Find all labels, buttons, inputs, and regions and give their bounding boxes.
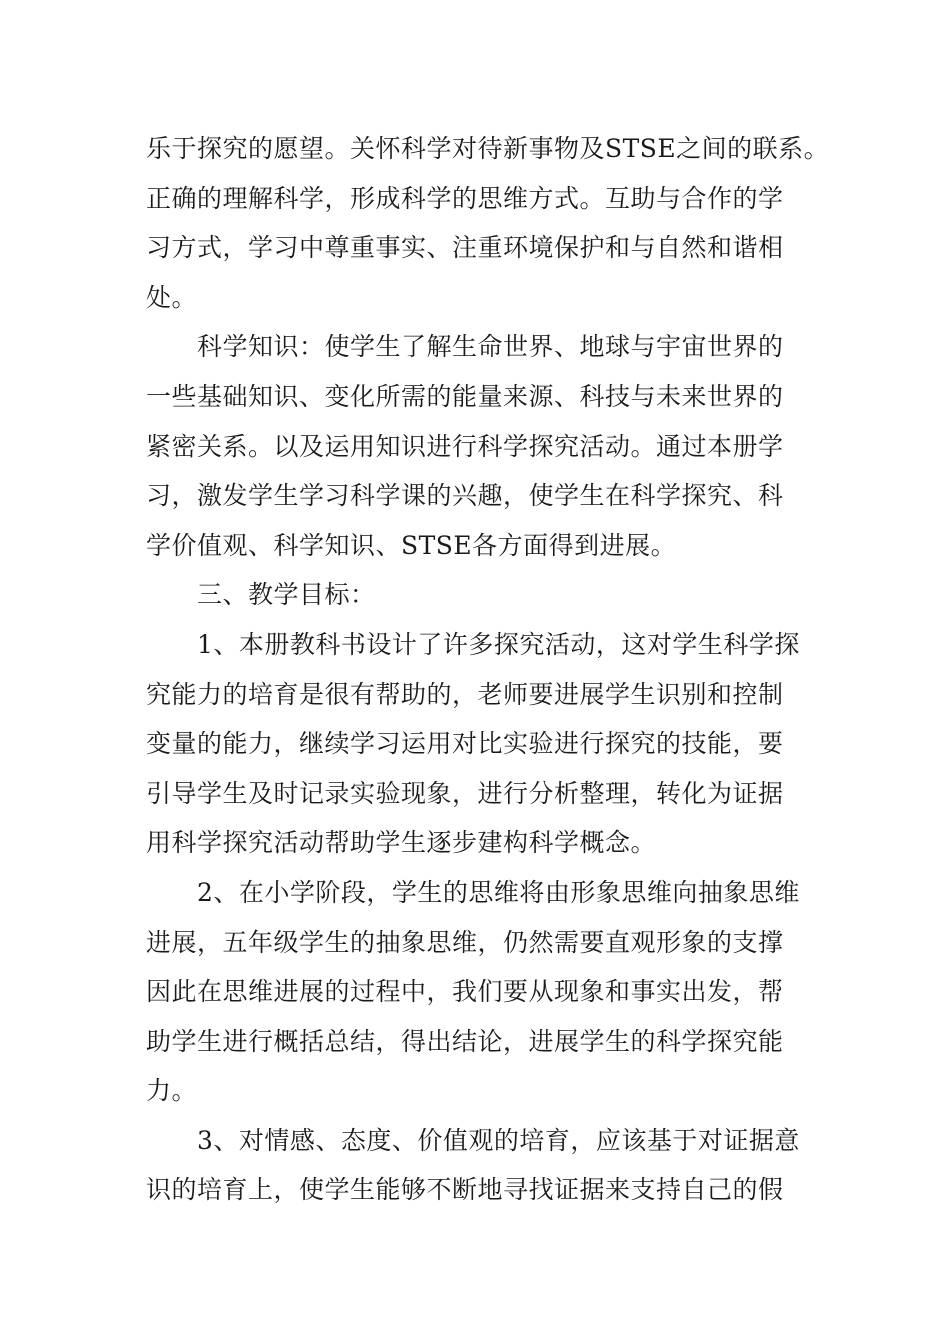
text-line: 助学生进行概括总结，得出结论，进展学生的科学探究能 xyxy=(146,1026,784,1056)
text-line: 紧密关系。以及运用知识进行科学探究活动。通过本册学 xyxy=(146,431,784,461)
text-line: 正确的理解科学，形成科学的思维方式。互助与合作的学 xyxy=(146,183,784,213)
text-line: 引导学生及时记录实验现象，进行分析整理，转化为证据 xyxy=(146,778,784,808)
text-line: 2、在小学阶段，学生的思维将由形象思维向抽象思维 xyxy=(197,877,800,907)
document-body xyxy=(146,124,830,1215)
text-line: 学价值观、科学知识、STSE各方面得到进展。 xyxy=(146,530,677,560)
section-heading: 三、教学目标： xyxy=(197,580,376,610)
text-line: 习，激发学生学习科学课的兴趣，使学生在科学探究、科 xyxy=(146,481,784,511)
text-line: 乐于探究的愿望。关怀科学对待新事物及STSE之间的联系。 xyxy=(146,134,830,163)
text-line: 进展，五年级学生的抽象思维，仍然需要直观形象的支撑 xyxy=(146,927,784,957)
text-line: 因此在思维进展的过程中，我们要从现象和事实出发，帮 xyxy=(146,977,784,1007)
text-line: 变量的能力，继续学习运用对比实验进行探究的技能，要 xyxy=(146,729,784,759)
text-line: 3、对情感、态度、价值观的培育，应该基于对证据意 xyxy=(197,1125,800,1155)
text-line: 究能力的培育是很有帮助的，老师要进展学生识别和控制 xyxy=(146,679,784,709)
text-line: 习方式，学习中尊重事实、注重环境保护和与自然和谐相 xyxy=(146,233,784,263)
text-line: 一些基础知识、变化所需的能量来源、科技与未来世界的 xyxy=(146,381,784,411)
text-line: 科学知识：使学生了解生命世界、地球与宇宙世界的 xyxy=(197,332,784,362)
text-line: 识的培育上，使学生能够不断地寻找证据来支持自己的假 xyxy=(146,1175,784,1205)
text-line: 用科学探究活动帮助学生逐步建构科学概念。 xyxy=(146,828,657,858)
text-line: 力。 xyxy=(146,1076,198,1106)
text-line: 处。 xyxy=(146,282,198,312)
text-line: 1、本册教科书设计了许多探究活动，这对学生科学探 xyxy=(197,629,800,659)
